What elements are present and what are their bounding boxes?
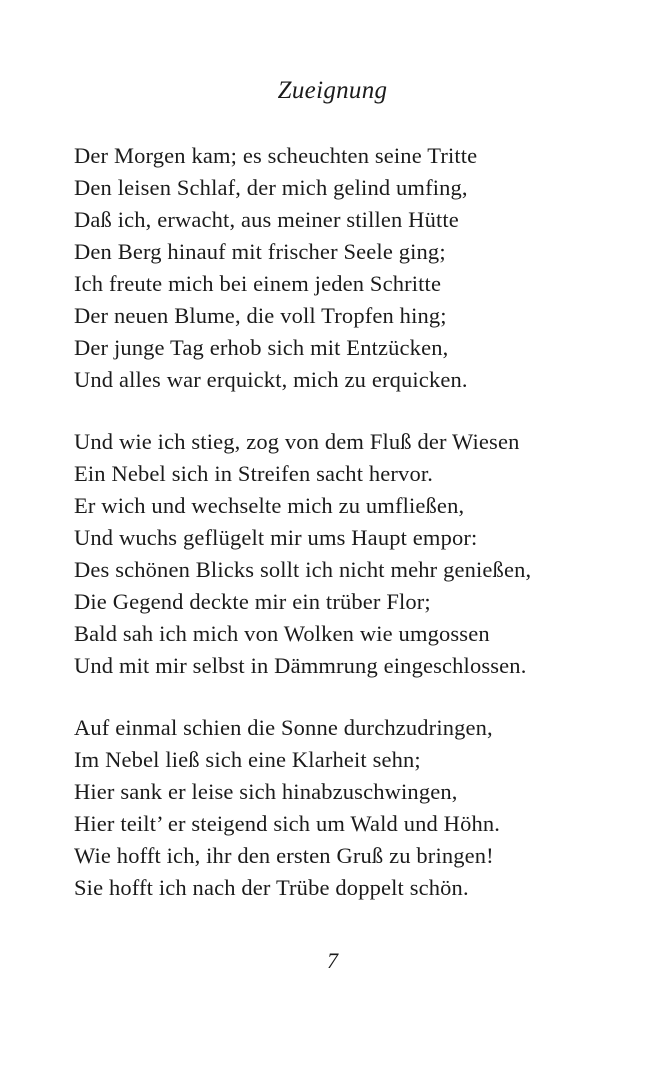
verse-line: Er wich und wechselte mich zu umfließen,	[74, 493, 465, 518]
stanza-2	[74, 426, 634, 682]
verse-line: Auf einmal schien die Sonne durchzudringen,	[74, 715, 493, 740]
verse-line: Den leisen Schlaf, der mich gelind umfing,	[74, 175, 468, 200]
verse-line: Und wie ich stieg, zog von dem Fluß der Wiesen	[74, 429, 520, 454]
verse-line: Der junge Tag erhob sich mit Entzücken,	[74, 335, 449, 360]
stanza-1	[74, 140, 634, 396]
verse-line: Hier sank er leise sich hinabzuschwingen,	[74, 779, 458, 804]
verse-line: Daß ich, erwacht, aus meiner stillen Hütte	[74, 207, 459, 232]
stanza-3	[74, 712, 634, 904]
verse-line: Und mit mir selbst in Dämmrung eingeschlossen.	[74, 653, 527, 678]
verse-line: Der neuen Blume, die voll Tropfen hing;	[74, 303, 447, 328]
verse-line: Ein Nebel sich in Streifen sacht hervor.	[74, 461, 434, 486]
verse-line: Die Gegend deckte mir ein trüber Flor;	[74, 589, 431, 614]
verse-line: Des schönen Blicks sollt ich nicht mehr genießen,	[74, 557, 532, 582]
verse-line: Und alles war erquickt, mich zu erquicken.	[74, 367, 468, 392]
page-number: 7	[327, 948, 338, 973]
verse-line: Hier teilt’ er steigend sich um Wald und Höhn.	[74, 811, 501, 836]
verse-line: Und wuchs geflügelt mir ums Haupt empor:	[74, 525, 478, 550]
verse-line: Sie hofft ich nach der Trübe doppelt schön.	[74, 875, 469, 900]
verse-line: Der Morgen kam; es scheuchten seine Tritte	[74, 143, 478, 168]
verse-line: Bald sah ich mich von Wolken wie umgossen	[74, 621, 490, 646]
poem-title: Zueignung	[277, 77, 388, 104]
verse-line: Wie hofft ich, ihr den ersten Gruß zu bringen!	[74, 843, 494, 868]
verse-line: Im Nebel ließ sich eine Klarheit sehn;	[74, 747, 421, 772]
verse-line: Ich freute mich bei einem jeden Schritte	[74, 271, 442, 296]
verse-line: Den Berg hinauf mit frischer Seele ging;	[74, 239, 446, 264]
